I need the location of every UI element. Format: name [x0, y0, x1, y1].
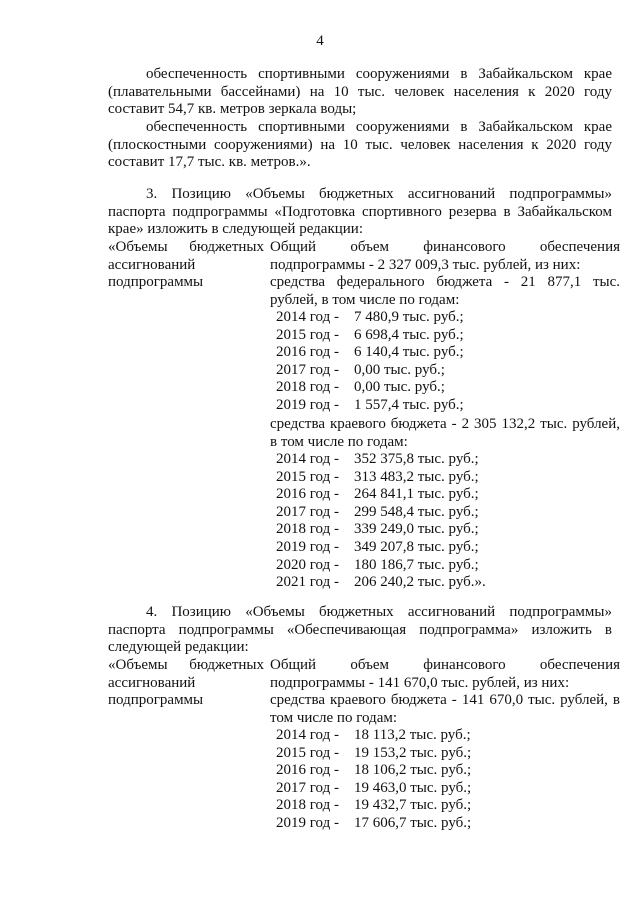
- section4-regional-year: 2015 год -: [276, 744, 339, 761]
- section4-regional-row: [276, 797, 471, 814]
- section3-federal-row: [276, 362, 445, 379]
- section3-regional-amount: 313 483,2 тыс. руб.;: [354, 468, 479, 485]
- section4-regional-year: 2019 год -: [276, 815, 339, 831]
- section3-regional-row: [276, 486, 479, 503]
- section4-heading: 4. Позицию «Объемы бюджетных ассигнований подпрограммы» паспорта подпрограммы «Обеспечивающая подпрограмма» изложить в следующей редакции:: [108, 604, 612, 656]
- section3-regional-year: 2014 год -: [276, 451, 339, 467]
- section4-label-line-2: ассигнований: [108, 674, 196, 691]
- section3-regional-amount: 352 375,8 тыс. руб.;: [354, 451, 479, 467]
- section3-regional-year: 2019 год -: [276, 539, 339, 555]
- section3-regional-amount: 206 240,2 тыс. руб.».: [354, 574, 486, 591]
- section3-label: [108, 239, 264, 292]
- section4-regional-year: 2016 год -: [276, 762, 339, 779]
- section4-label-line-1: «Объемы бюджетных: [108, 657, 264, 673]
- section3-regional-year: 2018 год -: [276, 521, 339, 538]
- section4-regional-row: [276, 780, 471, 797]
- section3-heading: 3. Позицию «Объемы бюджетных ассигнований подпрограммы» паспорта подпрограммы «Подготовка спортивного резерва в Забайкальском крае» изложить в следующей редакции:: [108, 186, 612, 238]
- section3-federal-year: 2019 год -: [276, 397, 339, 413]
- section4-regional-amount: 19 153,2 тыс. руб.;: [354, 744, 472, 761]
- section3-regional-year: 2017 год -: [276, 503, 339, 520]
- section3-federal: средства федерального бюджета - 21 877,1 тыс. рублей, в том числе по годам:: [270, 274, 620, 308]
- section3-label-line-2: ассигнований: [108, 256, 196, 273]
- section4-regional-amount: 19 432,7 тыс. руб.;: [354, 797, 472, 814]
- section3-federal-amount: 0,00 тыс. руб.;: [354, 361, 445, 378]
- section4-regional-row: [276, 745, 471, 762]
- section3-federal-amount: 0,00 тыс. руб.;: [354, 379, 445, 396]
- section3-total: Общий объем финансового обеспечения подпрограммы - 2 327 009,3 тыс. рублей, из них:: [270, 239, 620, 273]
- section3-regional-amount: 180 186,7 тыс. руб.;: [354, 556, 479, 573]
- section3-federal-row: [276, 344, 464, 361]
- section3-label-line-3: подпрограммы: [108, 274, 204, 291]
- section4-regional-row: [276, 815, 471, 832]
- section3-federal-year: 2017 год -: [276, 361, 339, 378]
- section3-regional-row: [276, 521, 479, 538]
- section4-regional-year: 2018 год -: [276, 797, 339, 814]
- section3-regional-year: 2015 год -: [276, 468, 339, 485]
- section3-federal-amount: 6 140,4 тыс. руб.;: [354, 344, 464, 361]
- section4-total: Общий объем финансового обеспечения подпрограммы - 141 670,0 тыс. рублей, из них:: [270, 657, 620, 691]
- section3-regional-amount: 349 207,8 тыс. руб.;: [354, 539, 479, 555]
- section3-federal-year: 2014 год -: [276, 309, 339, 325]
- section4-regional-amount: 18 113,2 тыс. руб.;: [354, 727, 471, 743]
- section4-regional-row: [276, 727, 471, 744]
- section3-regional-row: [276, 574, 486, 591]
- section4-regional-year: 2014 год -: [276, 727, 339, 743]
- section4-regional-amount: 19 463,0 тыс. руб.;: [354, 779, 472, 796]
- section4-label: [108, 657, 264, 710]
- section3-regional-row: [276, 469, 479, 486]
- section3-federal-row: [276, 327, 464, 344]
- intro-paragraph-1: обеспеченность спортивными сооружениями в Забайкальском крае (плавательными бассейнами) на 10 тыс. человек населения к 2020 году составит 54,7 кв. метров зеркала воды;: [108, 66, 612, 118]
- section3-regional-year: 2021 год -: [276, 574, 339, 591]
- section3-federal-row: [276, 379, 445, 396]
- section3-regional-row: [276, 557, 479, 574]
- section4-regional-amount: 18 106,2 тыс. руб.;: [354, 762, 472, 779]
- section3-regional-year: 2016 год -: [276, 486, 339, 503]
- section4-label-line-3: подпрограммы: [108, 692, 204, 709]
- section3-regional-row: [276, 451, 479, 468]
- section3-regional-amount: 299 548,4 тыс. руб.;: [354, 503, 479, 520]
- page-number: 4: [316, 33, 324, 49]
- section3-federal-amount: 6 698,4 тыс. руб.;: [354, 326, 464, 343]
- section3-regional-row: [276, 504, 479, 521]
- section3-federal-amount: 1 557,4 тыс. руб.;: [354, 397, 464, 413]
- section3-regional-amount: 264 841,1 тыс. руб.;: [354, 486, 479, 503]
- section3-regional-amount: 339 249,0 тыс. руб.;: [354, 521, 479, 538]
- section4-regional: средства краевого бюджета - 141 670,0 тыс. рублей, в том числе по годам:: [270, 692, 620, 726]
- section3-federal-amount: 7 480,9 тыс. руб.;: [354, 309, 464, 325]
- section4-regional-amount: 17 606,7 тыс. руб.;: [354, 815, 472, 831]
- section3-federal-year: 2015 год -: [276, 326, 339, 343]
- section4-regional-row: [276, 762, 471, 779]
- intro-paragraph-2: обеспеченность спортивными сооружениями в Забайкальском крае (плоскостными сооружениями) на 10 тыс. человек населения к 2020 году составит 17,7 тыс. кв. метров.».: [108, 119, 612, 171]
- section4-regional-year: 2017 год -: [276, 779, 339, 796]
- section3-regional-row: [276, 539, 479, 556]
- section3-federal-year: 2016 год -: [276, 344, 339, 361]
- section3-regional: средства краевого бюджета - 2 305 132,2 тыс. рублей, в том числе по годам:: [270, 416, 620, 450]
- section3-label-line-1: «Объемы бюджетных: [108, 239, 264, 255]
- section3-federal-year: 2018 год -: [276, 379, 339, 396]
- section3-regional-year: 2020 год -: [276, 556, 339, 573]
- section3-federal-row: [276, 397, 464, 414]
- section3-federal-row: [276, 309, 464, 326]
